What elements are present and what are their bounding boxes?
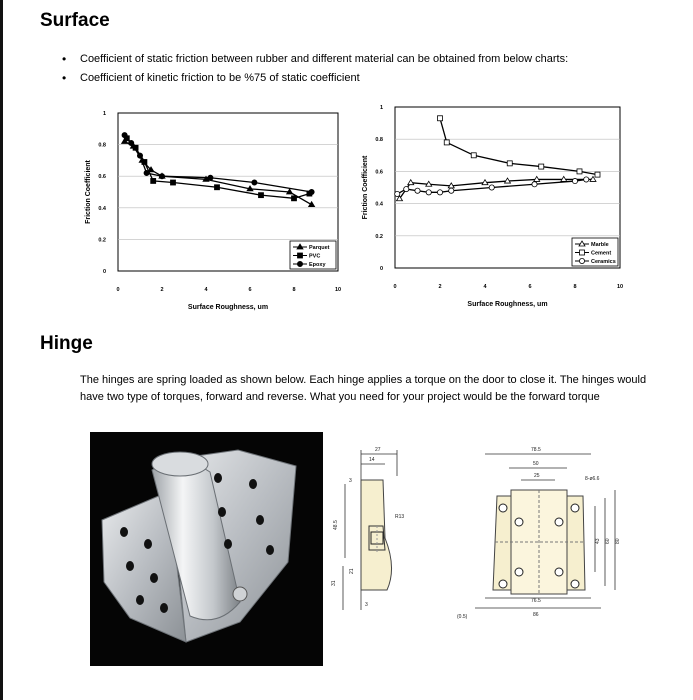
front-dim-76-5: 76.5 <box>531 598 541 604</box>
chart2-ytick-label: 0.6 <box>375 169 383 176</box>
chart1-xtick-label: 6 <box>248 287 252 293</box>
chart2-xtick-label: 6 <box>528 284 532 290</box>
chart1-ytick-label: 0.4 <box>98 205 106 212</box>
chart1-point-epoxy <box>208 175 213 180</box>
side-dim-3: 3 <box>349 478 352 484</box>
page-edge <box>0 0 3 700</box>
chart2-xtick-label: 8 <box>573 284 577 290</box>
chart2-ytick-label: 0.4 <box>375 201 383 208</box>
chart2-ytick-label: 0.2 <box>375 233 383 240</box>
chart2-point-cement <box>471 153 476 158</box>
chart1-xtick-label: 2 <box>160 287 164 293</box>
chart2-point-cement <box>444 140 449 145</box>
chart1-point-epoxy <box>252 180 257 185</box>
side-dim-21: 21 <box>349 568 355 574</box>
chart1-ytick-label: 1 <box>102 111 106 117</box>
chart2-legend-label: Marble <box>591 242 609 248</box>
chart2-point-ceramics <box>437 190 442 195</box>
front-dim-78-5: 78.5 <box>531 447 541 453</box>
side-dim-3-bottom: 3 <box>365 602 368 608</box>
chart1-point-epoxy <box>129 140 134 145</box>
bullet-kinetic-friction: • Coefficient of kinetic friction to be %75 of static coefficient <box>62 71 568 90</box>
chart1-point-pvc <box>171 180 176 185</box>
chart1-legend-marker <box>298 253 303 258</box>
hinge-description: The hinges are spring loaded as shown below. Each hinge applies a torque on the door to close it. The hinges would have two type of torques, forward and reverse. What you need for your project would be the forward torque <box>80 374 647 403</box>
front-dim-43: 43 <box>595 538 601 544</box>
chart1-legend <box>290 241 336 269</box>
surface-heading: Surface <box>40 10 110 31</box>
chart2-xtick-label: 10 <box>616 284 624 290</box>
chart2-legend <box>572 238 618 266</box>
chart1-legend-label: PVC <box>309 253 321 260</box>
chart1-point-pvc <box>259 193 264 198</box>
bullet-static-friction: • Coefficient of static friction between rubber and different material can be obtained from below charts: <box>62 52 568 71</box>
chart2-point-ceramics <box>572 178 577 183</box>
chart1-ytick-label: 0.2 <box>98 237 106 244</box>
chart2-point-ceramics <box>489 185 494 190</box>
chart2-ytick-label: 1 <box>379 105 383 111</box>
side-dim-27: 27 <box>375 447 381 453</box>
chart2-point-ceramics <box>449 188 454 193</box>
chart1-ytick-label: 0.8 <box>98 142 106 149</box>
front-dim-holes: 8-ø6.6 <box>585 476 600 482</box>
front-dim-80: 80 <box>615 538 621 544</box>
front-dim-0-5: (0.5) <box>457 614 468 620</box>
chart2-point-cement <box>595 172 600 177</box>
chart1-yaxis-label: Friction Coefficient <box>85 160 92 224</box>
chart2-point-cement <box>539 164 544 169</box>
hinge-side-view-drawing <box>325 440 435 630</box>
chart1-point-pvc <box>292 196 297 201</box>
chart1-xtick-label: 0 <box>116 287 120 293</box>
chart2-point-cement <box>507 161 512 166</box>
front-dim-25: 25 <box>534 473 540 479</box>
chart1-point-pvc <box>215 185 220 190</box>
chart1-legend-label: Epoxy <box>309 262 326 268</box>
hinge-heading: Hinge <box>40 333 93 354</box>
chart2-point-ceramics <box>584 177 589 182</box>
front-dim-60: 60 <box>605 538 611 544</box>
chart1-legend-label: Parquet <box>309 245 330 251</box>
chart2-xtick-label: 0 <box>393 284 397 290</box>
friction-chart-marble-cement-ceramics <box>350 98 635 313</box>
chart1-legend-marker <box>297 261 302 266</box>
chart2-legend-label: Ceramics <box>591 259 616 265</box>
chart2-point-ceramics <box>426 190 431 195</box>
front-dim-50: 50 <box>533 461 539 467</box>
chart1-ytick-label: 0 <box>102 269 106 275</box>
chart1-point-epoxy <box>137 153 142 158</box>
chart1-xaxis-label: Surface Roughness, um <box>187 304 269 311</box>
chart2-yaxis-label: Friction Coefficient <box>362 155 369 220</box>
chart1-point-epoxy <box>159 174 164 179</box>
chart2-point-ceramics <box>404 187 409 192</box>
chart2-point-cement <box>577 169 582 174</box>
chart2-point-ceramics <box>415 188 420 193</box>
chart2-point-ceramics <box>395 191 400 196</box>
surface-bullet-list <box>62 52 568 90</box>
hinge-front-view-drawing <box>445 440 645 630</box>
friction-chart-parquet-pvc-epoxy <box>80 100 350 315</box>
chart2-ytick-label: 0 <box>379 266 383 272</box>
chart2-xtick-label: 2 <box>438 284 442 290</box>
chart2-legend-marker <box>579 258 584 263</box>
chart1-xtick-label: 10 <box>334 287 342 293</box>
side-dim-48-5: 48.5 <box>333 520 339 530</box>
chart2-legend-label: Cement <box>591 250 612 257</box>
chart1-xtick-label: 4 <box>204 287 208 293</box>
chart1-point-epoxy <box>144 170 149 175</box>
chart2-legend-marker <box>580 250 585 255</box>
chart2-point-ceramics <box>532 182 537 187</box>
side-dim-14: 14 <box>369 457 375 463</box>
front-dim-86: 86 <box>533 612 539 618</box>
chart2-xtick-label: 4 <box>483 284 487 290</box>
hinge-photo <box>90 432 323 666</box>
side-dim-r13: R13 <box>395 514 405 520</box>
side-dim-31: 31 <box>331 580 337 586</box>
chart2-point-cement <box>438 116 443 121</box>
chart2-xaxis-label: Surface Roughness, um <box>467 301 548 308</box>
chart1-point-epoxy <box>309 189 314 194</box>
chart1-point-epoxy <box>122 133 127 138</box>
chart1-point-pvc <box>151 178 156 183</box>
chart1-ytick-label: 0.6 <box>98 174 106 181</box>
chart1-xtick-label: 8 <box>292 287 296 293</box>
chart2-ytick-label: 0.8 <box>375 137 383 144</box>
